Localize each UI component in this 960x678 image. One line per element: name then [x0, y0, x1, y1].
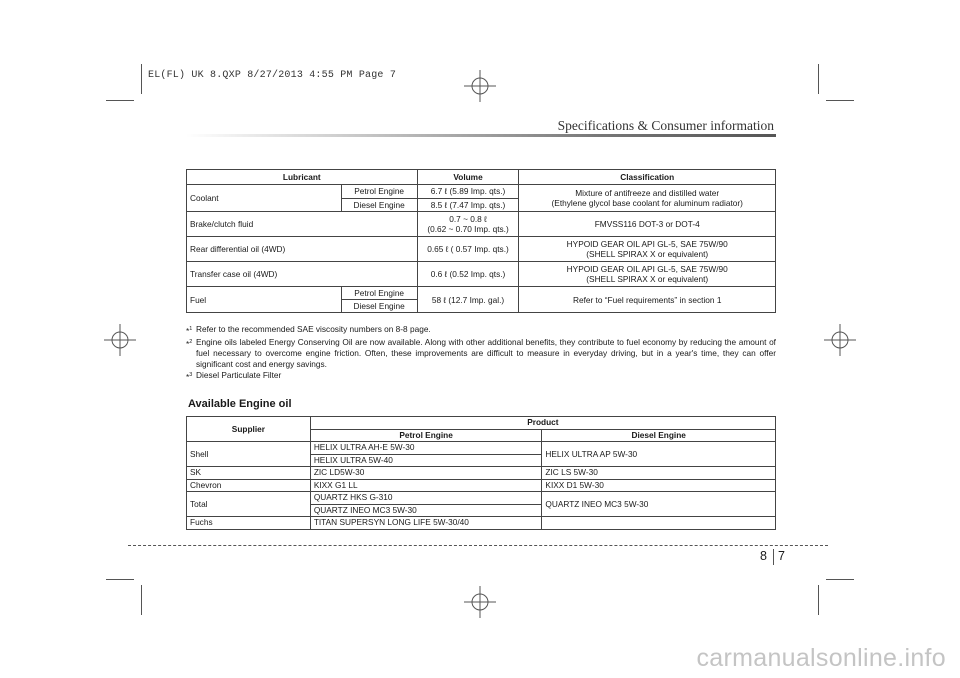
- header-diesel-engine: Diesel Engine: [542, 429, 776, 442]
- crop-mark: [826, 579, 854, 580]
- table-row: [187, 517, 776, 530]
- footnote-number: 1: [189, 326, 193, 332]
- footnote-asterisk: *: [186, 339, 190, 350]
- crop-mark: [106, 579, 134, 580]
- page-number: 7: [778, 549, 785, 563]
- table-row: [187, 479, 776, 492]
- footnote-text: Refer to the recommended SAE viscosity numbers on 8-8 page.: [196, 324, 431, 334]
- table-row: [187, 467, 776, 480]
- table-row: [187, 287, 776, 300]
- coolant-petrol-label: Petrol Engine: [341, 185, 417, 199]
- footnote-asterisk: *: [186, 371, 190, 382]
- fuel-petrol-label: Petrol Engine: [341, 287, 417, 300]
- brake-fluid-volume: [417, 212, 519, 237]
- diesel-oil-cell: ZIC LS 5W-30: [542, 467, 776, 480]
- coolant-petrol-volume: 6.7 ℓ (5.89 Imp. qts.): [417, 185, 519, 199]
- footnote-marker: [186, 324, 196, 336]
- header-classification: Classification: [519, 170, 776, 185]
- table-row: [187, 185, 776, 199]
- footnote-asterisk: *: [186, 325, 190, 336]
- table-row: [187, 492, 776, 505]
- transfer-case-classification: [519, 262, 776, 287]
- header-lubricant: Lubricant: [187, 170, 418, 185]
- registration-target-icon: [464, 70, 496, 102]
- footnotes: [186, 324, 776, 384]
- footnote: [186, 337, 776, 369]
- crop-mark: [826, 100, 854, 101]
- rear-diff-classification: [519, 237, 776, 262]
- petrol-oil-cell: ZIC LD5W-30: [310, 467, 542, 480]
- table-header-row: [187, 417, 776, 430]
- rear-diff-volume: 0.65 ℓ ( 0.57 Imp. qts.): [417, 237, 519, 262]
- section-heading: Available Engine oil: [188, 398, 292, 410]
- supplier-cell: SK: [187, 467, 311, 480]
- registration-target-icon: [824, 324, 856, 356]
- brake-fluid-name: Brake/clutch fluid: [187, 212, 418, 237]
- footnote: [186, 324, 776, 336]
- fuel-classification: Refer to “Fuel requirements” in section 1: [519, 287, 776, 313]
- brake-fluid-classification: FMVSS116 DOT-3 or DOT-4: [519, 212, 776, 237]
- transfer-case-volume: 0.6 ℓ (0.52 Imp. qts.): [417, 262, 519, 287]
- header-rule: [186, 134, 776, 137]
- footnote: [186, 370, 776, 382]
- watermark: carmanualsonline.info: [696, 644, 946, 672]
- lubricant-table: [186, 169, 776, 313]
- footnote-text: Diesel Particulate Filter: [196, 370, 282, 381]
- supplier-cell: Total: [187, 492, 311, 517]
- coolant-diesel-volume: 8.5 ℓ (7.47 Imp. qts.): [417, 198, 519, 212]
- footnote-number: 2: [189, 339, 193, 346]
- brake-fluid-volume-line: (0.62 ~ 0.70 Imp. qts.): [427, 224, 509, 234]
- petrol-oil-cell: QUARTZ INEO MC3 5W-30: [310, 504, 542, 517]
- petrol-oil-cell: TITAN SUPERSYN LONG LIFE 5W-30/40: [310, 517, 542, 530]
- crop-mark: [106, 100, 134, 101]
- diesel-oil-cell: QUARTZ INEO MC3 5W-30: [542, 492, 776, 517]
- engine-oil-table: [186, 416, 776, 530]
- table-row: [187, 237, 776, 262]
- petrol-oil-cell: HELIX ULTRA 5W-40: [310, 454, 542, 467]
- coolant-name: Coolant: [187, 185, 342, 212]
- page-section-number: 8: [760, 549, 767, 563]
- footnote-marker: [186, 337, 196, 369]
- crop-mark: [141, 64, 142, 94]
- print-slug: EL(FL) UK 8.QXP 8/27/2013 4:55 PM Page 7: [148, 70, 397, 81]
- page-number-divider: [773, 549, 774, 565]
- rear-diff-classification-line: HYPOID GEAR OIL API GL-5, SAE 75W/90: [566, 239, 728, 249]
- table-row: [187, 262, 776, 287]
- petrol-oil-cell: QUARTZ HKS G-310: [310, 492, 542, 505]
- diesel-oil-cell: KIXX D1 5W-30: [542, 479, 776, 492]
- footnote-number: 3: [189, 372, 193, 379]
- fuel-diesel-label: Diesel Engine: [341, 300, 417, 313]
- crop-mark: [818, 64, 819, 94]
- supplier-cell: Fuchs: [187, 517, 311, 530]
- supplier-cell: Shell: [187, 442, 311, 467]
- petrol-oil-cell: HELIX ULTRA AH-E 5W-30: [310, 442, 542, 455]
- table-row: [187, 212, 776, 237]
- footnote-marker: [186, 370, 196, 382]
- transfer-case-name: Transfer case oil (4WD): [187, 262, 418, 287]
- coolant-classification-line: Mixture of antifreeze and distilled water: [575, 188, 720, 198]
- header-volume: Volume: [417, 170, 519, 185]
- header-supplier: Supplier: [187, 417, 311, 442]
- rear-diff-classification-line: (SHELL SPIRAX X or equivalent): [586, 249, 709, 259]
- registration-target-icon: [464, 586, 496, 618]
- petrol-oil-cell: KIXX G1 LL: [310, 479, 542, 492]
- coolant-diesel-label: Diesel Engine: [341, 198, 417, 212]
- coolant-classification: [519, 185, 776, 212]
- page-title: Specifications & Consumer information: [557, 118, 774, 133]
- table-header-row: [187, 170, 776, 185]
- rear-diff-name: Rear differential oil (4WD): [187, 237, 418, 262]
- footnote-text: Engine oils labeled Energy Conserving Oil are now available. Along with other additional benefits, they contribute to fuel economy by reducing the amount of fuel necessary to overcome engine friction. Often, these improvements are difficult to measure in everyday driving, but in a year's time, they can offer significant cost and energy savings.: [196, 337, 776, 369]
- coolant-classification-line: (Ethylene glycol base coolant for aluminum radiator): [551, 198, 743, 208]
- table-row: [187, 442, 776, 455]
- header-petrol-engine: Petrol Engine: [310, 429, 542, 442]
- transfer-case-classification-line: (SHELL SPIRAX X or equivalent): [586, 274, 709, 284]
- crop-mark: [141, 585, 142, 615]
- footer-rule: [128, 545, 828, 546]
- diesel-oil-cell: [542, 517, 776, 530]
- header-product: Product: [310, 417, 775, 430]
- fuel-volume: 58 ℓ (12.7 Imp. gal.): [417, 287, 519, 313]
- transfer-case-classification-line: HYPOID GEAR OIL API GL-5, SAE 75W/90: [566, 264, 728, 274]
- diesel-oil-cell: HELIX ULTRA AP 5W-30: [542, 442, 776, 467]
- brake-fluid-volume-line: 0.7 ~ 0.8 ℓ: [449, 214, 487, 224]
- fuel-name: Fuel: [187, 287, 342, 313]
- supplier-cell: Chevron: [187, 479, 311, 492]
- registration-target-icon: [104, 324, 136, 356]
- crop-mark: [818, 585, 819, 615]
